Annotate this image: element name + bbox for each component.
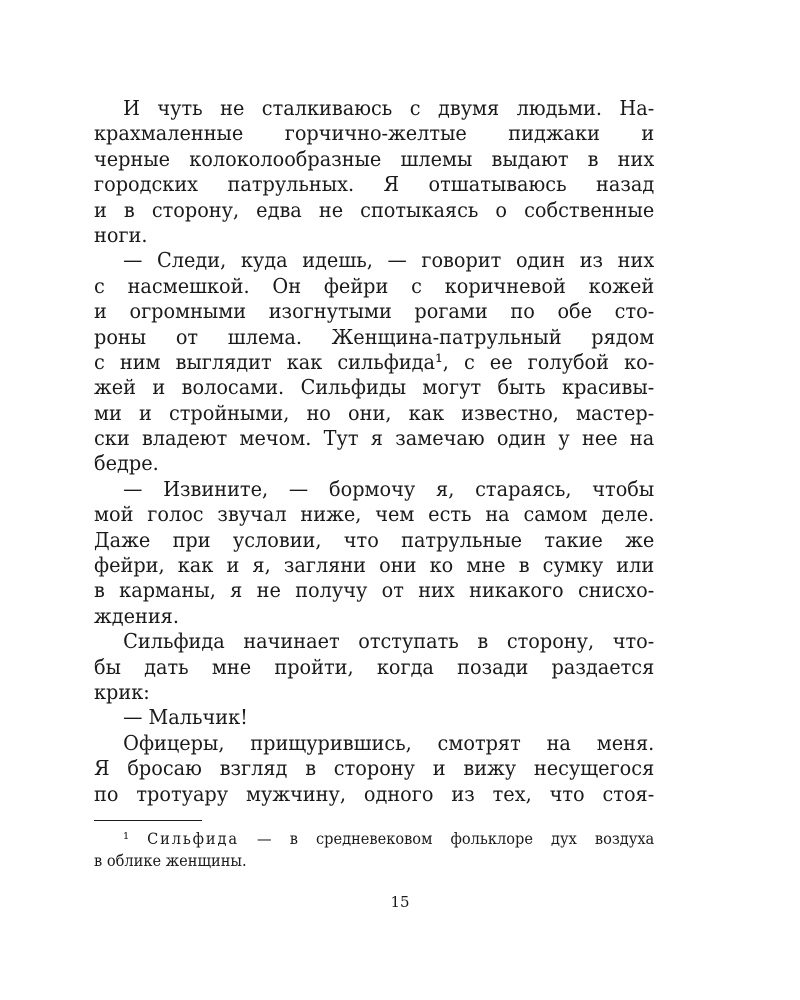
text-line: крик: [94,679,150,704]
text-line: черные колоколообразные шлемы выдают в них [94,146,655,171]
text-line: и огромными изогнутыми рогами по обе сто- [94,299,655,324]
text-line: ски владеют мечом. Тут я замечаю один у нее на [94,426,655,451]
text-line: ми и стройными, но они, как известно, мастер- [94,400,655,425]
text-line: мой голос звучал ниже, чем есть на самом деле. [94,502,655,527]
footnote-definition: — в средневековом фольклоре дух воздуха [257,830,655,848]
text-line: с ним выглядит как сильфида¹, с ее голубой ко- [94,349,655,374]
footnote-separator [94,820,202,821]
text-line: — Мальчик! [123,705,248,730]
text-line: и в сторону, едва не спотыкаясь о собственные [94,197,655,222]
text-line: ждения. [94,603,179,628]
text-line: городских патрульных. Я отшатываюсь назад [94,172,655,197]
footnote-line [94,828,654,850]
main-text-block [94,96,654,807]
text-line: жей и волосами. Сильфиды могут быть красивы- [94,375,655,400]
text-line: роны от шлема. Женщина-патрульный рядом [94,324,655,349]
text-line: бедре. [94,451,159,476]
footnote-marker: ¹ [123,830,129,848]
text-line: по тротуару мужчину, одного из тех, что стоя- [94,781,655,806]
footnote-line-2: в облике женщины. [94,852,247,870]
text-line: ноги. [94,222,148,247]
footnote-term: Сильфида [147,830,239,848]
text-line: фейри, как и я, загляни они ко мне в сумку или [94,553,655,578]
text-line: в карманы, я не получу от них никакого снисхо- [94,578,655,603]
text-line: Офицеры, прищурившись, смотрят на меня. [123,730,655,755]
text-line: бы дать мне пройти, когда позади раздается [94,654,655,679]
text-line: с насмешкой. Он фейри с коричневой кожей [94,273,655,298]
page-number: 15 [390,893,410,911]
text-line: Я бросаю взгляд в сторону и вижу несущегося [94,756,655,781]
text-line: — Следи, куда идешь, — говорит один из них [123,248,655,273]
text-line: Сильфида начинает отступать в сторону, что- [123,629,655,654]
footnote [94,828,654,872]
text-line: И чуть не сталкиваюсь с двумя людьми. На- [123,96,655,120]
text-line: Даже при условии, что патрульные такие же [94,527,655,552]
text-line: крахмаленные горчично-желтые пиджаки и [94,121,655,146]
text-line: — Извините, — бормочу я, стараясь, чтобы [123,476,655,501]
